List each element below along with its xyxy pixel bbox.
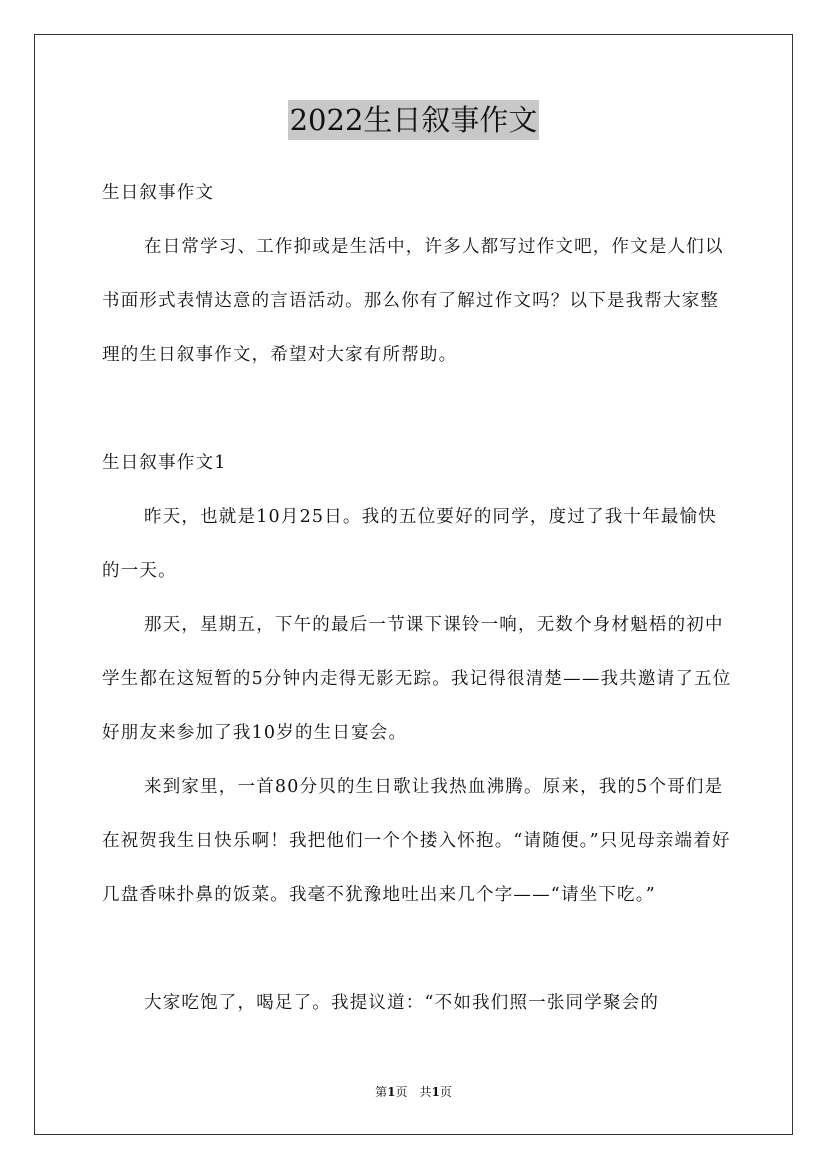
section-heading: 生日叙事作文	[102, 183, 215, 203]
paragraph-1: 昨天，也就是10月25日。我的五位要好的同学，度过了我十年最愉快的一天。	[102, 507, 717, 581]
paragraph-2: 那天，星期五，下午的最后一节课下课铃一响，无数个身材魁梧的初中学生都在这短暂的5分钟内走得无影无踪。我记得很清楚——我共邀请了五位好朋友来参加了我10岁的生日宴会。	[102, 615, 732, 743]
title-container	[0, 100, 827, 140]
paragraph-4: 大家吃饱了，喝足了。我提议道：“不如我们照一张同学聚会的	[144, 993, 660, 1013]
document-title: 2022生日叙事作文	[288, 100, 540, 140]
essay-heading: 生日叙事作文1	[102, 453, 227, 473]
intro-paragraph: 在日常学习、工作抑或是生活中，许多人都写过作文吧，作文是人们以书面形式表情达意的言语活动。那么你有了解过作文吗？以下是我帮大家整理的生日叙事作文，希望对大家有所帮助。	[102, 237, 724, 365]
footer-page-number: 1	[387, 1085, 396, 1099]
footer-total-pages: 1	[431, 1085, 440, 1099]
paragraph-3: 来到家里，一首80分贝的生日歌让我热血沸腾。原来，我的5个哥们是在祝贺我生日快乐啊！我把他们一个个搂入怀抱。“请随便。”只见母亲端着好几盘香味扑鼻的饭菜。我毫不犹豫地吐出来几个字——“请坐下吃。”	[102, 777, 731, 905]
page-footer	[0, 1083, 827, 1100]
footer-prefix: 第	[375, 1085, 388, 1099]
footer-suffix: 页	[439, 1085, 452, 1099]
footer-mid: 页 共	[395, 1085, 432, 1099]
